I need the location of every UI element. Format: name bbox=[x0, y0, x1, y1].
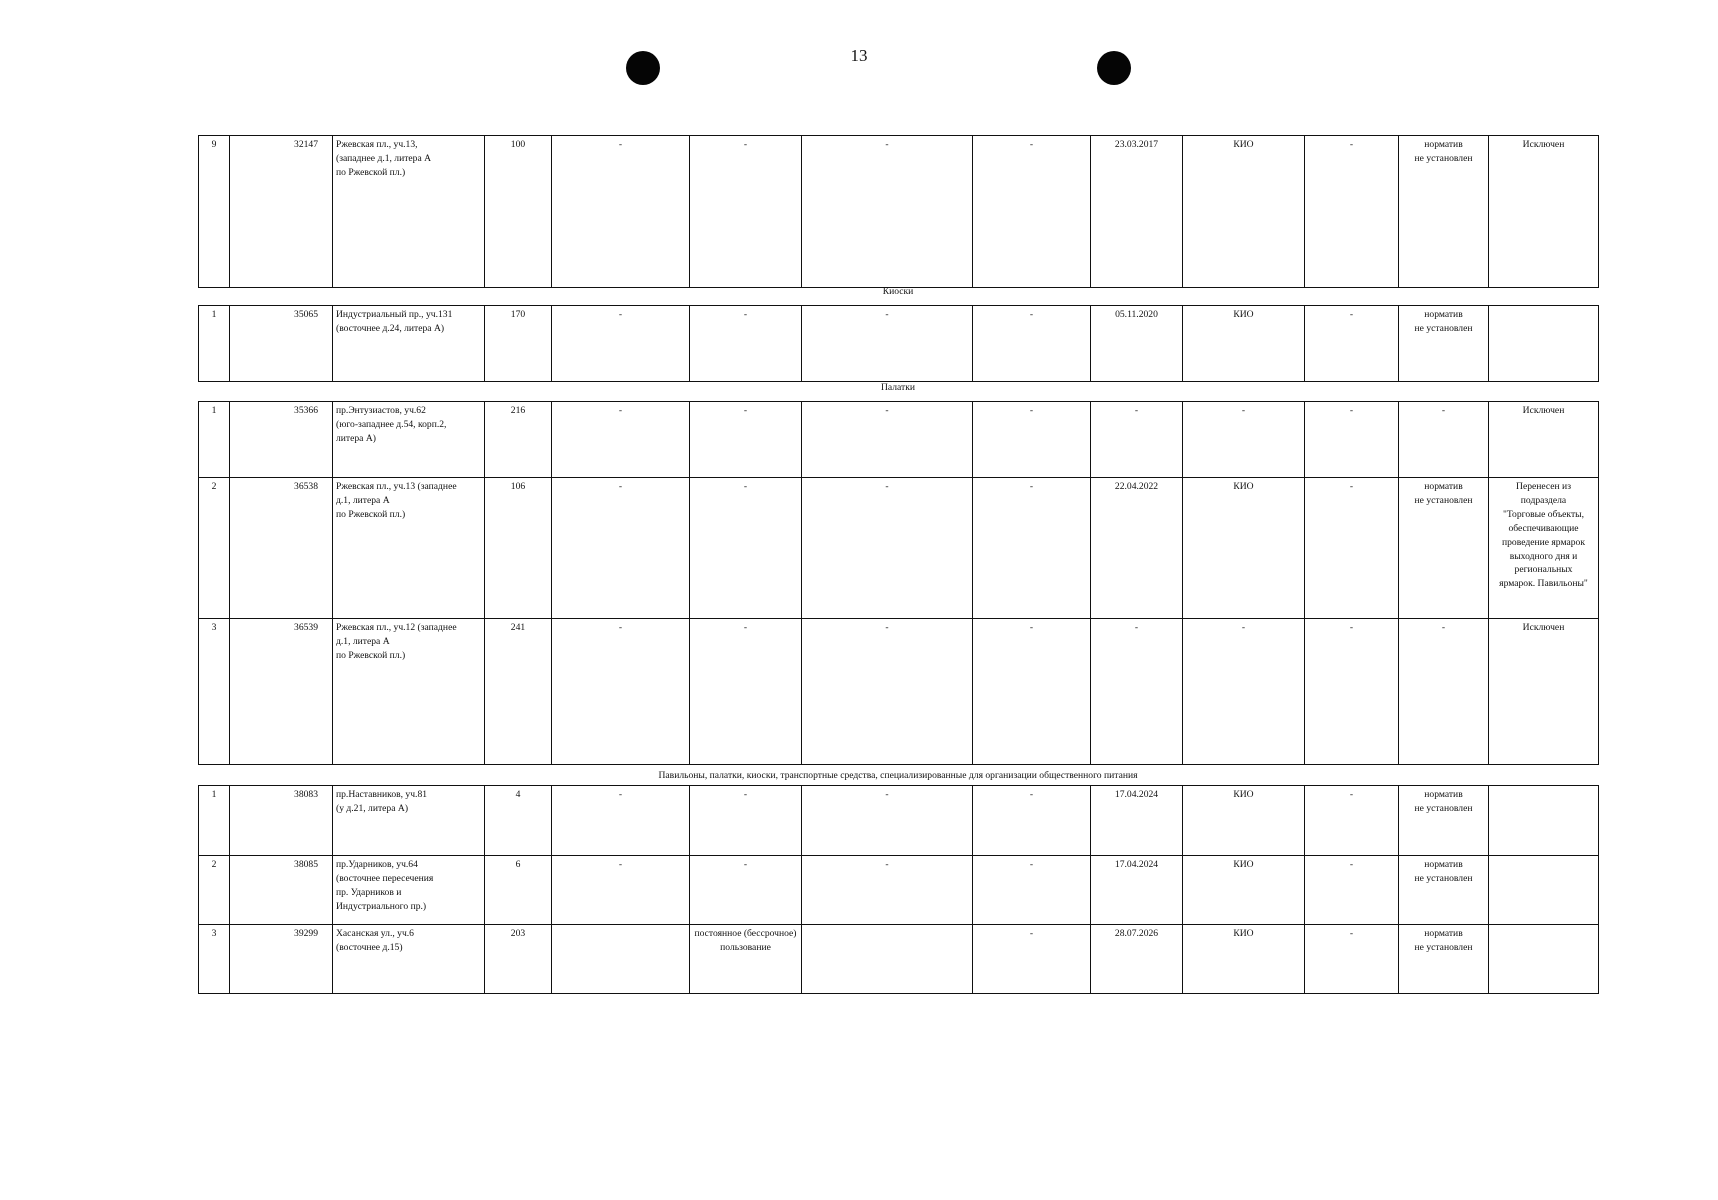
cell-id: 38083 bbox=[230, 786, 333, 856]
cell-date: 17.04.2024 bbox=[1091, 786, 1183, 856]
cell-c6: - bbox=[690, 136, 802, 288]
cell-note: Исключен bbox=[1489, 402, 1599, 478]
cell-area: 241 bbox=[485, 619, 552, 765]
cell-org: КИО bbox=[1183, 306, 1305, 382]
cell-c5: - bbox=[552, 136, 690, 288]
punch-hole-right bbox=[1097, 51, 1131, 85]
cell-num: 3 bbox=[199, 925, 230, 994]
cell-address: Индустриальный пр., уч.131 (восточнее д.24, литера А) bbox=[333, 306, 485, 382]
cell-note: Перенесен из подраздела "Торговые объекты, обеспечивающие проведение ярмарок выходного дня и региональных ярмарок. Павильоны" bbox=[1489, 478, 1599, 619]
cell-c6: - bbox=[690, 619, 802, 765]
table-row bbox=[199, 478, 1599, 619]
cell-org: КИО bbox=[1183, 925, 1305, 994]
section-title: Палатки bbox=[880, 382, 916, 393]
punch-hole-left bbox=[626, 51, 660, 85]
table-row bbox=[199, 306, 1599, 382]
cell-norm: - bbox=[1399, 402, 1489, 478]
cell-org: КИО bbox=[1183, 136, 1305, 288]
cell-c8: - bbox=[973, 402, 1091, 478]
cell-c11: - bbox=[1305, 856, 1399, 925]
cell-area: 170 bbox=[485, 306, 552, 382]
cell-date: 23.03.2017 bbox=[1091, 136, 1183, 288]
cell-address: пр.Ударников, уч.64 (восточнее пересечения пр. Ударников и Индустриального пр.) bbox=[333, 856, 485, 925]
cell-norm: норматив не установлен bbox=[1399, 478, 1489, 619]
cell-c11: - bbox=[1305, 786, 1399, 856]
cell-c11: - bbox=[1305, 925, 1399, 994]
register-table bbox=[198, 785, 1599, 994]
cell-c7: - bbox=[802, 786, 973, 856]
table-row bbox=[199, 856, 1599, 925]
cell-c8: - bbox=[973, 478, 1091, 619]
cell-id: 36538 bbox=[230, 478, 333, 619]
cell-c11: - bbox=[1305, 136, 1399, 288]
cell-date: - bbox=[1091, 619, 1183, 765]
cell-c7: - bbox=[802, 856, 973, 925]
cell-org: КИО bbox=[1183, 856, 1305, 925]
cell-area: 100 bbox=[485, 136, 552, 288]
cell-area: 4 bbox=[485, 786, 552, 856]
cell-org: КИО bbox=[1183, 478, 1305, 619]
cell-num: 3 bbox=[199, 619, 230, 765]
table-row bbox=[199, 402, 1599, 478]
cell-c5: - bbox=[552, 478, 690, 619]
register-table bbox=[198, 135, 1599, 288]
register-table bbox=[198, 401, 1599, 765]
cell-id: 39299 bbox=[230, 925, 333, 994]
cell-area: 203 bbox=[485, 925, 552, 994]
cell-c11: - bbox=[1305, 306, 1399, 382]
cell-date: 17.04.2024 bbox=[1091, 856, 1183, 925]
cell-c8: - bbox=[973, 856, 1091, 925]
cell-norm: норматив не установлен bbox=[1399, 856, 1489, 925]
register-table bbox=[198, 305, 1599, 382]
cell-note: Исключен bbox=[1489, 619, 1599, 765]
cell-c5: - bbox=[552, 856, 690, 925]
cell-c8: - bbox=[973, 306, 1091, 382]
cell-c5: - bbox=[552, 786, 690, 856]
cell-org: - bbox=[1183, 619, 1305, 765]
cell-date: 28.07.2026 bbox=[1091, 925, 1183, 994]
cell-c6: - bbox=[690, 402, 802, 478]
cell-id: 32147 bbox=[230, 136, 333, 288]
cell-c7: - bbox=[802, 619, 973, 765]
cell-c7: - bbox=[802, 136, 973, 288]
cell-date: 05.11.2020 bbox=[1091, 306, 1183, 382]
cell-address: Ржевская пл., уч.13 (западнее д.1, литера А по Ржевской пл.) bbox=[333, 478, 485, 619]
cell-c8: - bbox=[973, 786, 1091, 856]
cell-norm: норматив не установлен bbox=[1399, 136, 1489, 288]
table-row bbox=[199, 136, 1599, 288]
cell-note: Исключен bbox=[1489, 136, 1599, 288]
cell-c8: - bbox=[973, 619, 1091, 765]
cell-c5: - bbox=[552, 619, 690, 765]
cell-c6: - bbox=[690, 786, 802, 856]
cell-address: Ржевская пл., уч.13, (западнее д.1, литера А по Ржевской пл.) bbox=[333, 136, 485, 288]
cell-norm: норматив не установлен bbox=[1399, 786, 1489, 856]
cell-area: 216 bbox=[485, 402, 552, 478]
cell-address: пр.Наставников, уч.81 (у д.21, литера А) bbox=[333, 786, 485, 856]
cell-c7 bbox=[802, 925, 973, 994]
cell-date: 22.04.2022 bbox=[1091, 478, 1183, 619]
cell-area: 6 bbox=[485, 856, 552, 925]
cell-num: 2 bbox=[199, 856, 230, 925]
cell-id: 38085 bbox=[230, 856, 333, 925]
cell-note bbox=[1489, 306, 1599, 382]
cell-c8: - bbox=[973, 136, 1091, 288]
cell-c11: - bbox=[1305, 478, 1399, 619]
cell-c7: - bbox=[802, 402, 973, 478]
cell-note bbox=[1489, 786, 1599, 856]
cell-num: 1 bbox=[199, 306, 230, 382]
cell-address: пр.Энтузиастов, уч.62 (юго-западнее д.54, корп.2, литера А) bbox=[333, 402, 485, 478]
cell-address: Хасанская ул., уч.6 (восточнее д.15) bbox=[333, 925, 485, 994]
table-row bbox=[199, 925, 1599, 994]
cell-id: 36539 bbox=[230, 619, 333, 765]
cell-norm: норматив не установлен bbox=[1399, 925, 1489, 994]
cell-num: 9 bbox=[199, 136, 230, 288]
cell-c7: - bbox=[802, 306, 973, 382]
cell-c5 bbox=[552, 925, 690, 994]
cell-c8: - bbox=[973, 925, 1091, 994]
cell-c7: - bbox=[802, 478, 973, 619]
cell-org: КИО bbox=[1183, 786, 1305, 856]
cell-area: 106 bbox=[485, 478, 552, 619]
cell-c6: постоянное (бессрочное) пользование bbox=[690, 925, 802, 994]
section-title: Павильоны, палатки, киоски, транспортные средства, специализированные для организации общественного питания bbox=[658, 770, 1138, 781]
page-number: 13 bbox=[850, 46, 868, 65]
cell-date: - bbox=[1091, 402, 1183, 478]
cell-norm: - bbox=[1399, 619, 1489, 765]
cell-address: Ржевская пл., уч.12 (западнее д.1, литера А по Ржевской пл.) bbox=[333, 619, 485, 765]
cell-c11: - bbox=[1305, 619, 1399, 765]
cell-num: 1 bbox=[199, 402, 230, 478]
cell-org: - bbox=[1183, 402, 1305, 478]
cell-c5: - bbox=[552, 402, 690, 478]
cell-id: 35366 bbox=[230, 402, 333, 478]
cell-num: 1 bbox=[199, 786, 230, 856]
cell-num: 2 bbox=[199, 478, 230, 619]
section-title: Киоски bbox=[882, 286, 914, 297]
cell-norm: норматив не установлен bbox=[1399, 306, 1489, 382]
cell-c6: - bbox=[690, 306, 802, 382]
cell-c5: - bbox=[552, 306, 690, 382]
cell-c11: - bbox=[1305, 402, 1399, 478]
table-row bbox=[199, 619, 1599, 765]
cell-note bbox=[1489, 856, 1599, 925]
cell-note bbox=[1489, 925, 1599, 994]
cell-c6: - bbox=[690, 856, 802, 925]
cell-c6: - bbox=[690, 478, 802, 619]
table-row bbox=[199, 786, 1599, 856]
cell-id: 35065 bbox=[230, 306, 333, 382]
